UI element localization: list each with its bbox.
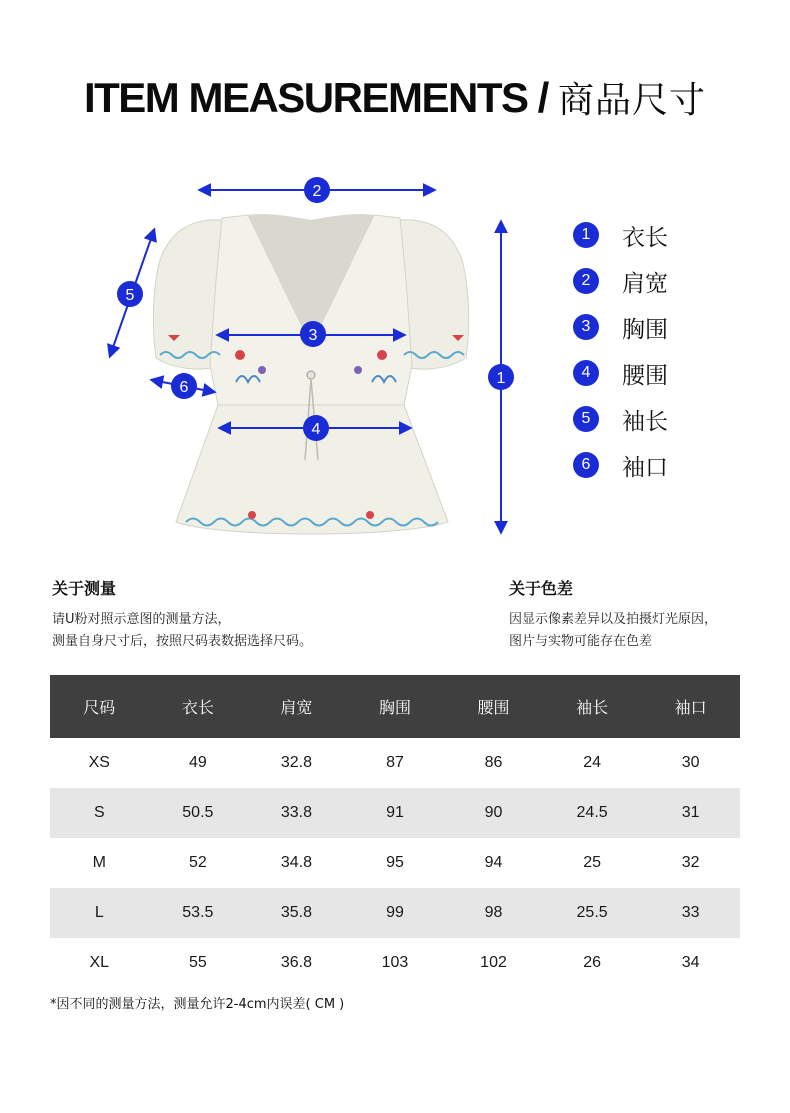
table-cell: 34 [681, 954, 700, 971]
table-cell: 33.8 [247, 788, 346, 838]
table-cell: 24.5 [543, 788, 642, 838]
table-row [50, 838, 740, 888]
badge-6 [171, 373, 197, 399]
table-cell: M [92, 854, 106, 871]
badge-4 [303, 415, 329, 441]
table-cell: 102 [480, 954, 507, 971]
table-cell: 49 [188, 754, 207, 771]
svg-text:3: 3 [308, 327, 318, 344]
svg-text:4: 4 [311, 421, 321, 438]
legend-badge: 6 [573, 452, 599, 478]
header-shoulder: 肩宽 [247, 675, 346, 738]
legend-item [573, 212, 668, 258]
legend-item [573, 396, 668, 442]
header-length: 衣长 [149, 675, 248, 738]
table-cell: 25.5 [543, 888, 642, 938]
legend-item [573, 258, 668, 304]
table-cell: 91 [346, 788, 445, 838]
measurement-note: *因不同的测量方法，测量允许2-4cm内误差( CM ) [50, 997, 345, 1012]
table-cell: 30 [681, 754, 700, 771]
badge-2 [304, 177, 330, 203]
legend-badge: 4 [573, 360, 599, 386]
table-cell: 25 [583, 854, 601, 871]
table-row [50, 888, 740, 938]
about-measurement-line: 请U粉对照示意图的测量方法， [52, 612, 231, 627]
table-cell: S [50, 788, 149, 838]
legend-item [573, 304, 668, 350]
legend-badge: 2 [573, 268, 599, 294]
header-waist: 腰围 [444, 675, 543, 738]
table-cell: 90 [444, 788, 543, 838]
legend-badge: 1 [573, 222, 599, 248]
table-cell: 103 [381, 954, 409, 971]
table-cell: 87 [386, 754, 404, 771]
header-cuff: 袖口 [641, 675, 740, 738]
measurement-legend [573, 212, 668, 488]
table-cell: 52 [188, 854, 207, 871]
about-color-line: 因显示像素差异以及拍摄灯光原因， [509, 612, 718, 627]
table-cell: 99 [346, 888, 445, 938]
badge-1 [488, 364, 514, 390]
legend-label: 衣长 [622, 224, 668, 251]
table-cell: 26 [583, 954, 601, 971]
svg-text:2: 2 [312, 183, 322, 200]
table-cell: 32.8 [280, 754, 312, 771]
badge-5 [117, 281, 143, 307]
table-cell: 35.8 [247, 888, 346, 938]
about-measurement-line: 测量自身尺寸后，按照尺码表数据选择尺码。 [52, 634, 313, 649]
svg-text:5: 5 [125, 287, 135, 304]
table-header-row [50, 675, 740, 738]
table-cell: 36.8 [280, 954, 312, 971]
about-measurement [52, 576, 452, 653]
page-title-en: ITEM MEASUREMENTS / [83, 74, 548, 121]
table-cell: L [50, 888, 149, 938]
legend-label: 肩宽 [622, 270, 668, 297]
table-cell: 94 [484, 854, 503, 871]
size-table [50, 675, 740, 988]
header-bust: 胸围 [346, 675, 445, 738]
about-color-heading: 关于色差 [509, 579, 574, 598]
page-title [0, 72, 790, 123]
table-cell: 50.5 [149, 788, 248, 838]
about-measurement-heading: 关于测量 [52, 579, 117, 598]
garment-diagram [0, 160, 560, 560]
svg-text:1: 1 [496, 370, 506, 387]
table-cell: 33 [641, 888, 740, 938]
table-cell: 31 [641, 788, 740, 838]
table-row [50, 738, 740, 788]
legend-label: 胸围 [622, 316, 668, 343]
svg-text:6: 6 [179, 379, 189, 396]
table-cell: 34.8 [280, 854, 312, 871]
header-sleeve: 袖长 [543, 675, 642, 738]
legend-label: 袖口 [622, 454, 668, 481]
legend-label: 袖长 [622, 408, 668, 435]
table-cell: 98 [444, 888, 543, 938]
page-title-cn: 商品尺寸 [558, 80, 707, 121]
table-cell: XS [88, 754, 110, 771]
badge-3 [300, 321, 326, 347]
table-cell: 95 [386, 854, 404, 871]
table-cell: 24 [583, 754, 601, 771]
table-cell: XL [89, 954, 110, 971]
table-row [50, 788, 740, 838]
legend-item [573, 442, 668, 488]
header-size: 尺码 [50, 675, 149, 738]
table-cell: 32 [681, 854, 700, 871]
legend-badge: 3 [573, 314, 599, 340]
legend-item [573, 350, 668, 396]
table-cell: 53.5 [149, 888, 248, 938]
table-cell: 55 [188, 954, 207, 971]
legend-badge: 5 [573, 406, 599, 432]
table-row [50, 938, 740, 988]
legend-label: 腰围 [622, 362, 668, 389]
about-color-line: 图片与实物可能存在色差 [509, 634, 653, 649]
about-color-difference [509, 576, 779, 653]
table-cell: 86 [484, 754, 503, 771]
